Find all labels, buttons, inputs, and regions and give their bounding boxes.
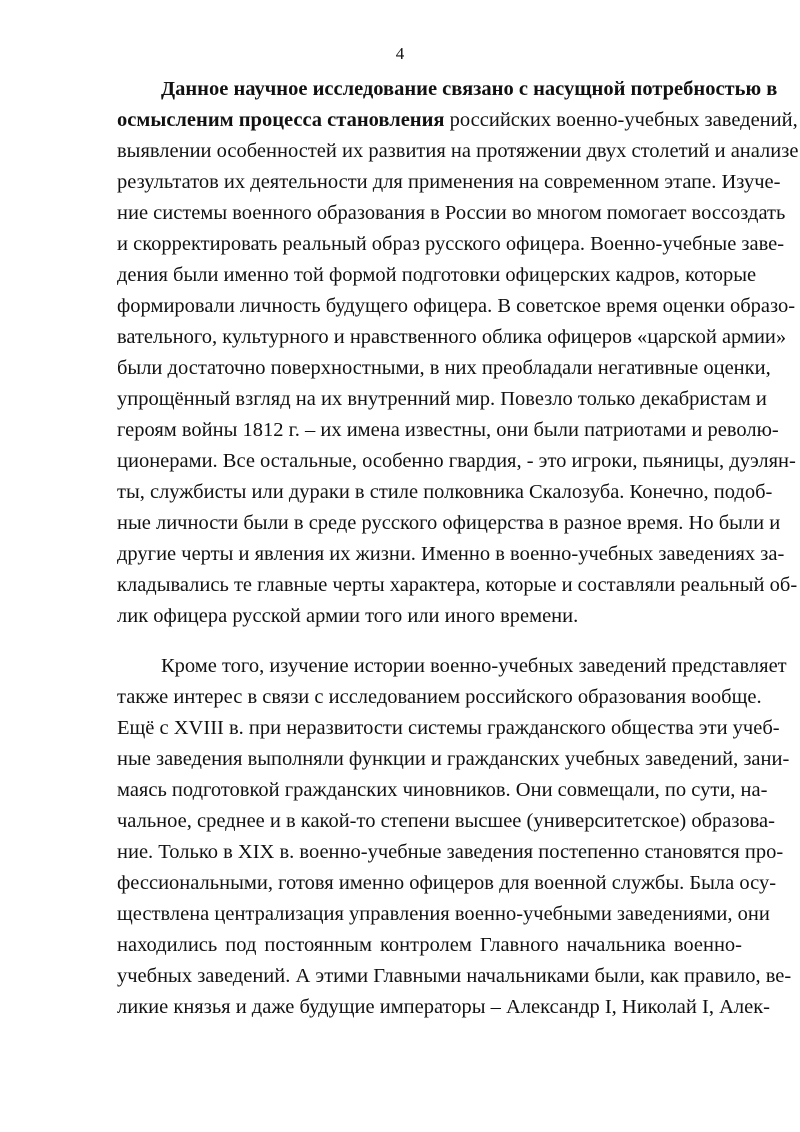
text-line: результатов их деятельности для применения на современном этапе. Изуче- — [117, 171, 781, 193]
text-line: ликие князья и даже будущие императоры – Александр I, Николай I, Алек- — [117, 996, 770, 1018]
text-line: фессиональными, готовя именно офицеров для военной службы. Была осу- — [117, 872, 777, 894]
text-line: другие черты и явления их жизни. Именно в военно-учебных заведениях за- — [117, 543, 785, 565]
text-line: ществлена централизация управления военно-учебными заведениями, они — [117, 903, 770, 925]
text-line: дения были именно той формой подготовки офицерских кадров, которые — [117, 264, 757, 286]
text-line: ние системы военного образования в России во многом помогает воссоздать — [117, 202, 786, 224]
text-line: находились под постоянным контролем Главного начальника военно- — [117, 934, 742, 956]
text-line: Кроме того, изучение истории военно-учебных заведений представляет — [161, 655, 787, 677]
text-line: упрощённый взгляд на их внутренний мир. Повезло только декабристам и — [117, 388, 767, 410]
text-line: также интерес в связи с исследованием российского образования вообще. — [117, 686, 762, 708]
text-line: осмысленим процесса становления российских военно-учебных заведений, — [117, 109, 798, 131]
text-line: Ещё с XVIII в. при неразвитости системы гражданского общества эти учеб- — [117, 717, 780, 739]
text-line: кладывались те главные черты характера, которые и составляли реальный об- — [117, 574, 798, 596]
text-line: ты, службисты или дураки в стиле полковника Скалозуба. Конечно, подоб- — [117, 481, 773, 503]
text-line: лик офицера русской армии того или иного времени. — [117, 605, 579, 627]
text-line: маясь подготовкой гражданских чиновников. Они совмещали, по сути, на- — [117, 779, 768, 801]
text-line: героям войны 1812 г. – их имена известны, они были патриотами и револю- — [117, 419, 779, 441]
text-line: Данное научное исследование связано с насущной потребностью в — [161, 78, 778, 100]
text-line: ционерами. Все остальные, особенно гвардия, - это игроки, пьяницы, дуэлян- — [117, 450, 796, 472]
text-line: выявлении особенностей их развития на протяжении двух столетий и анализе — [117, 140, 799, 162]
text-line: ние. Только в XIX в. военно-учебные заведения постепенно становятся про- — [117, 841, 784, 863]
text-line: ные личности были в среде русского офицерства в разное время. Но были и — [117, 512, 781, 534]
text-line: чальное, среднее и в какой-то степени высшее (университетское) образова- — [117, 810, 775, 832]
text-line: вательного, культурного и нравственного облика офицеров «царской армии» — [117, 326, 787, 348]
text-line: были достаточно поверхностными, в них преобладали негативные оценки, — [117, 357, 771, 379]
text-line: и скорректировать реальный образ русского офицера. Военно-учебные заве- — [117, 233, 785, 255]
text-line: учебных заведений. А этими Главными начальниками были, как правило, ве- — [117, 965, 792, 987]
page-number: 4 — [395, 44, 405, 63]
text-line: ные заведения выполняли функции и гражданских учебных заведений, зани- — [117, 748, 790, 770]
text-line: формировали личность будущего офицера. В советское время оценки образо- — [117, 295, 796, 317]
